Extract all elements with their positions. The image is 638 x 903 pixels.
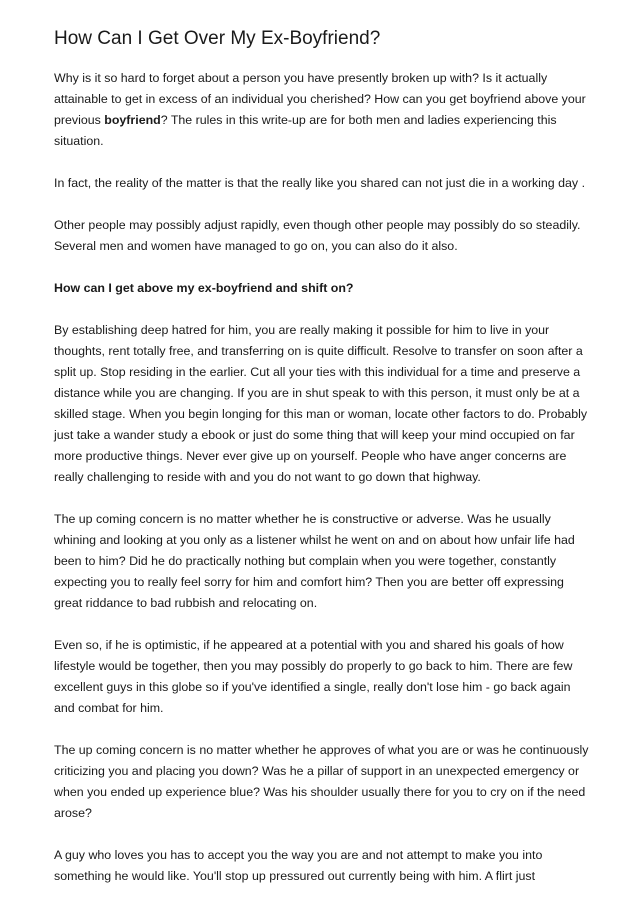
page-title: How Can I Get Over My Ex-Boyfriend? — [54, 28, 381, 49]
paragraph: The up coming concern is no matter whether he approves of what you are or was he continuously criticizing you and placing you down? Was he a pillar of support in an unexpected emergency or when you ended up experience blue? Was his shoulder usually there for you to cry on if the need arose? — [54, 743, 589, 820]
paragraph: Other people may possibly adjust rapidly, even though other people may possibly do so steadily. Several men and women have managed to go on, you can also do it also. — [54, 218, 581, 253]
paragraph-intro — [54, 68, 594, 152]
paragraph: In fact, the reality of the matter is that the really like you shared can not just die in a working day . — [54, 176, 586, 190]
paragraph: By establishing deep hatred for him, you are really making it possible for him to live in your thoughts, rent totally free, and transferring on is quite difficult. Resolve to transfer on soon after a split up. Stop residing in the earlier. Cut all your ties with this individual for a time and preserve a distance while you are changing. If you are in shut speak to with this person, it must only be at a skilled stage. When you begin longing for this man or woman, locate other factors to do. Probably just take a wander study a ebook or just do some thing that will keep your mind occupied on far more productive things. Never ever give up on yourself. People who have anger concerns are really challenging to reside with and you do not want to go down that highway. — [54, 323, 588, 484]
bold-keyword: boyfriend — [104, 113, 161, 127]
paragraph: Even so, if he is optimistic, if he appeared at a potential with you and shared his goals of how lifestyle would be together, then you may possibly do properly to go back to him. There are few excellent guys in this globe so if you've identified a single, really don't lose him - go back again and combat for him. — [54, 638, 573, 715]
paragraph: The up coming concern is no matter whether he is constructive or adverse. Was he usually whining and looking at you only as a listener whilst he went on and on about how unfair life had been to him? Did he do practically nothing but complain when you were together, constantly expecting you to really feel sorry for him and comfort him? Then you are better off expressing great riddance to bad rubbish and relocating on. — [54, 512, 575, 610]
section-heading: How can I get above my ex-boyfriend and shift on? — [54, 281, 354, 295]
document-body — [54, 28, 594, 903]
paragraph-intro-text-before: Why is it so hard to forget about a person you have presently broken up with? Is it actually attainable to get in excess of an individual you cherished? How can you get boyfriend above your previous — [54, 71, 586, 127]
paragraph-intro-text-after: ? The rules in this write-up are for both men and ladies experiencing this situation. — [54, 113, 557, 148]
paragraph: A guy who loves you has to accept you the way you are and not attempt to make you into something he would like. You'll stop up pressured out currently being with him. A flirt just — [54, 848, 543, 883]
